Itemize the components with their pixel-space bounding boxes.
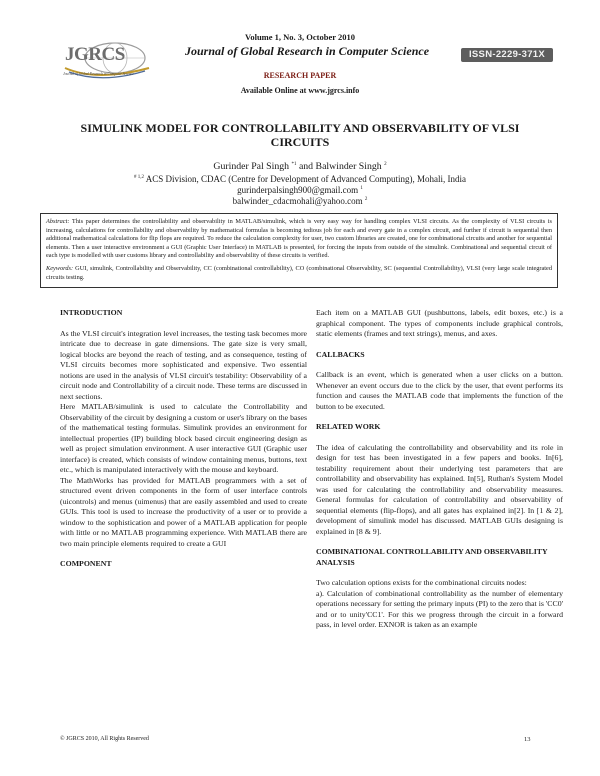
abstract-text: This paper determines the controllability and observability in MATLAB/simulink, which is very easy way for handling complex VLSI circuits. As the complexity of VLSI circuits is increasing, calculations for controllability and observability by mathematical formulas is becoming tedious job for each and every gate in a complex circuit, and further if circuit is sequential then additional mathematical calculations for flip flops are required. To reduce the calculation complexity for user, two custom libraries are created, one for combinational circuits and another for sequential elements. Then a user interactive environment a GUI (Graphic User Interface) in MATLAB is presented, for forcing the inputs from outside of the simulink. Combinational and sequential circuit of each type is modelled with user customs library and controllability and observability of these circuits is verified. [46,218,553,260]
heading-combinational: COMBINATIONAL CONTROLLABILITY AND OBSERVABILITY ANALYSIS [316,547,548,567]
affiliation-text: ACS Division, CDAC (Centre for Development of Advanced Computing), Mohali, India [145,174,466,184]
email-2-sup: 2 [364,197,368,202]
author-2-sup: 2 [384,162,387,167]
abstract-label: Abstract: [46,218,70,225]
left-column [60,308,307,570]
author-2: Balwinder Singh [315,161,382,172]
callbacks-paragraph: Callback is an event, which is generated when a user clicks on a button. Whenever an event occurs due to the click by the user, that event performs its function and causes the MATLAB code that implements the function of the button to be executed. [316,370,563,411]
paper-title-line2: CIRCUITS [270,135,330,149]
author-and: and [298,161,314,172]
issn-badge: ISSN-2229-371X [461,48,553,62]
heading-introduction: INTRODUCTION [60,308,123,317]
availability-line: Available Online at www.jgrcs.info [240,86,360,95]
heading-callbacks: CALLBACKS [316,349,365,359]
paper-title-line1: SIMULINK MODEL FOR CONTROLLABILITY AND OBSERVABILITY OF VLSI [80,121,520,135]
keywords-label: Keywords: [46,264,74,272]
journal-name: Journal of Global Research in Computer Science [185,44,430,58]
author-line [0,161,600,172]
footer-copyright: © JGRCS 2010, All Rights Reserved [60,736,149,742]
paper-title [50,121,550,149]
author-1-sup: *1 [291,162,297,167]
email-1-sup: 1 [360,186,363,191]
keywords-text: GUI, simulink, Controllability and Observability, CC (combinational controllability), CO (combinational Observability, SC (sequential Controllability), VLSI (very large scale integrated circuits testing. [46,264,553,281]
affiliation [0,174,600,185]
heading-component: COMPONENT [60,559,112,568]
intro-paragraph-1: As the VLSI circuit's integration level increases, the testing task becomes more intricate due to decrease in gate dimensions. The gate size is very small, logical blocks are beyond the reach of testing, and as consequence, testing of VLSI circuits becomes more sophisticated and expensive. Two essential notions are used in the analysis of VLSI circuit's testability: Observability of a circuit node and Controllability of a circuit node. These terms are discussed in next sections. [60,328,307,401]
component-paragraph: Each item on a MATLAB GUI (pushbuttons, labels, edit boxes, etc.) is a graphical component. The types of components include graphical controls, static elements (frames and text strings), menus, and axes. [316,308,563,338]
email-1 [0,185,600,196]
related-work-paragraph: The idea of calculating the controllability and observability and its role in design for test has been investigated in a few papers and books. In[6], testability requirement about their underlying test parameters that are controllability and observability has explained. In[5], Ruthan's System Model was used for calculating the controllability and observability measures. General formulas for calculation of controllability and observability of sequential elements (flip-flops), and all gates has explained in[2]. In [1 & 2], development of simulink model has discussed. MATLAB GUIs designing is explained in [8 & 9]. [316,442,563,536]
email-2 [0,196,600,207]
combinational-paragraph-1: Two calculation options exists for the combinational circuits nodes: [316,578,527,587]
combinational-paragraph-2: a). Calculation of combinational controllability as the number of elementary operations necessary for setting the primary inputs (PI) to the zero that is 'CC0' and or to unity'CC1'. For this we progress through the circuit in a forward pass, in level order. EXNOR is taken as an example [316,588,563,629]
abstract-box [40,213,558,288]
logo-text: JGRCS [65,44,125,65]
author-1: Gurinder Pal Singh [213,161,290,172]
footer-page-number: 13 [524,736,531,743]
logo-tagline: Journal of Global Research in Computer Science [63,72,134,76]
intro-paragraph-3: The MathWorks has provided for MATLAB programmers with a set of structured event driven components in the form of user interface controls (uicontrols) and menus (uimenus) that are easily assembled and used to create GUIs. This tool is used to increase the productivity of a user or to provide a window to the sophistication and power of a MATLAB application for people with little or no MATLAB programming experience. With MATLAB there are two main principle elements required to create a GUI [60,475,307,548]
intro-paragraph-2: Here MATLAB/simulink is used to calculate the Controllability and Observability of the circuit by designing a custom or user's library on the bases of the mathematical testing formulas. Simulink provides an environment for intellectual properties (IP) building block based circuit engineering design as well as project simulation environment. A user interactive GUI (Graphic user interface) is created, which consists of window containing menus, buttons, text etc., which is manipulated interactively with the mouse and keyboard. [60,402,307,474]
volume-line: Volume 1, No. 3, October 2010 [244,32,356,42]
heading-related-work: RELATED WORK [316,422,381,431]
affiliation-sup: # 1,2 [134,175,144,180]
email-1-text: gurinderpalsingh900@gmail.com [237,185,359,195]
email-2-text: balwinder_cdacmohali@yahoo.com [232,196,363,206]
section-label: RESEARCH PAPER [263,71,337,80]
abstract-paragraph [46,218,552,261]
keywords-paragraph [46,265,552,282]
right-column [316,308,563,631]
